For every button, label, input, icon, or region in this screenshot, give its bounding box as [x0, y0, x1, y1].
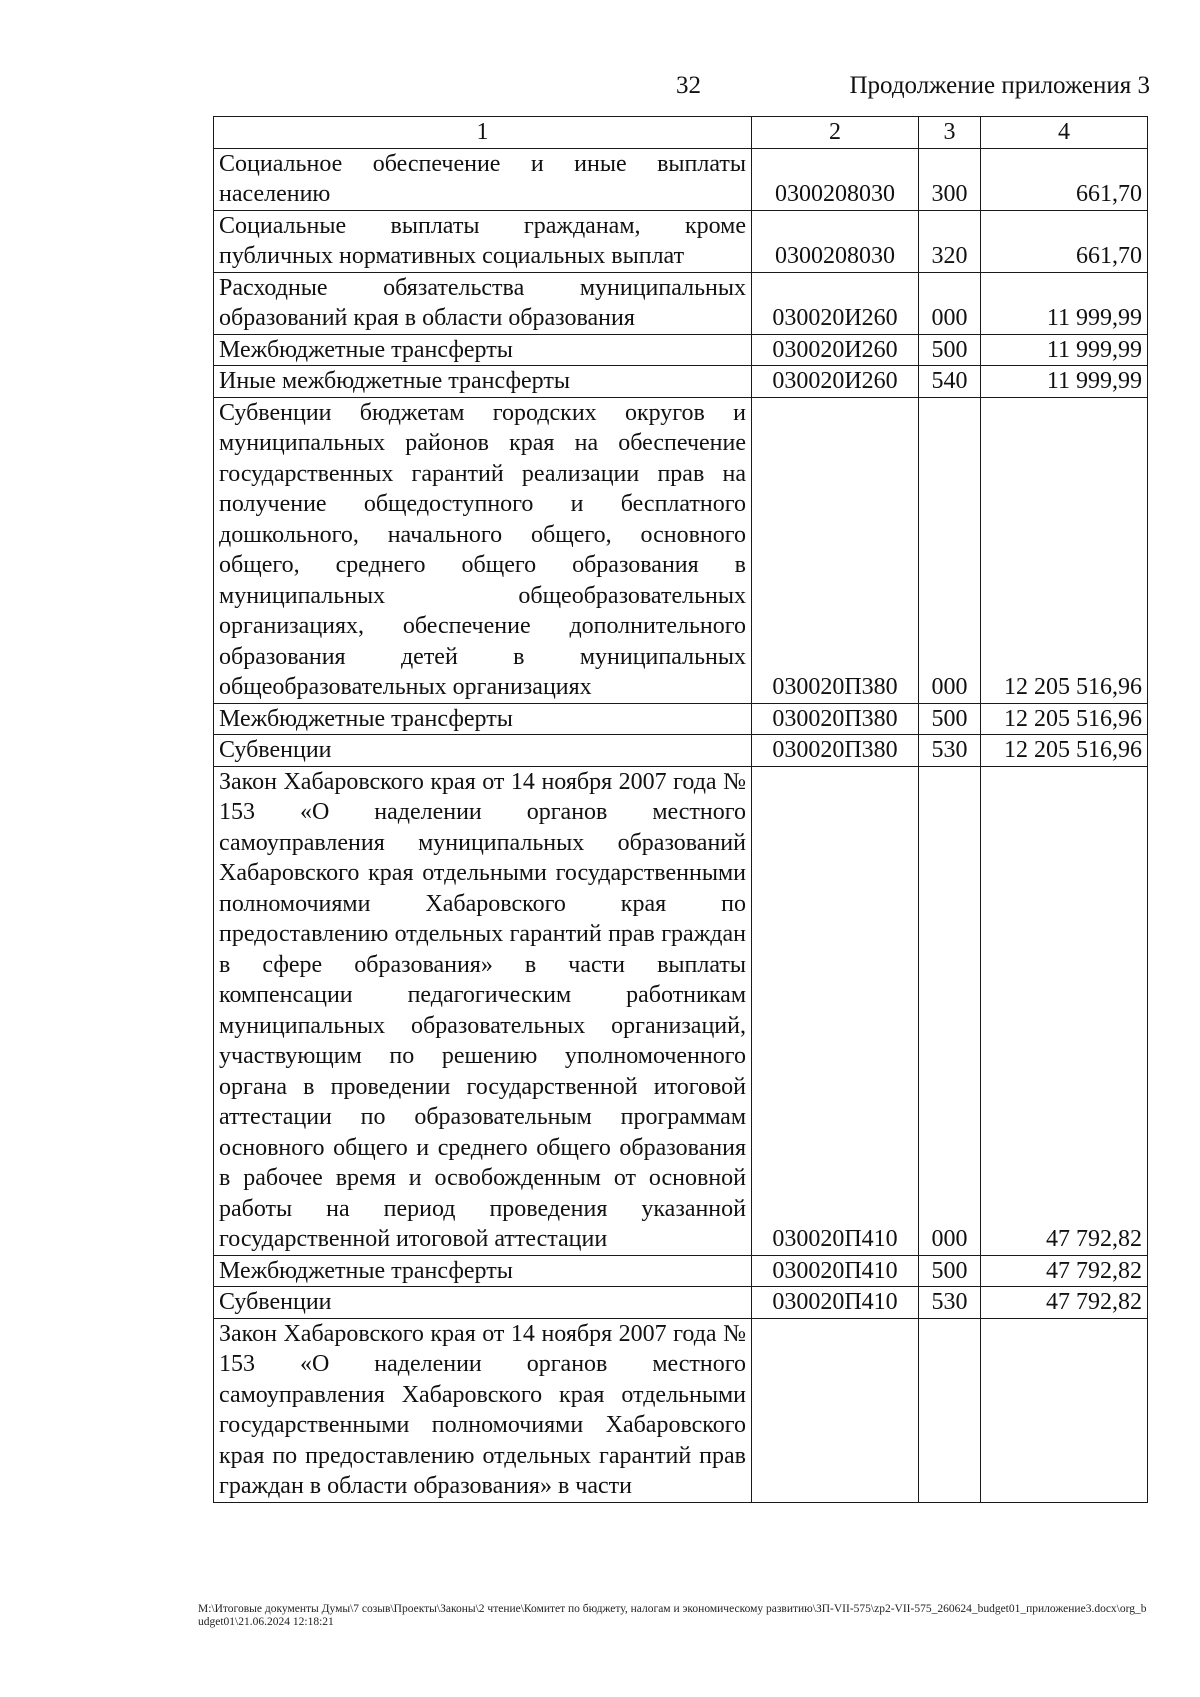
row-description-cell: Расходные обязательства муниципальных образований края в области образования — [214, 272, 752, 334]
row-description-cell: Закон Хабаровского края от 14 ноября 2007 года № 153 «О наделении органов местного самоуправления муниципальных образований Хабаровского края отдельными государственными полномочиями Хабаровского края по предоставлению отдельных гарантий прав граждан в сфере образования» в части выплаты компенсации педагогическим работникам муниципальных образовательных организаций, участвующим по решению уполномоченного органа в проведении государственной итоговой аттестации по образовательным программам основного общего и среднего общего образования в рабочее время и освобожденным от основной работы на период проведения указанной государственной итоговой аттестации — [214, 766, 752, 1255]
row-description-cell: Субвенции — [214, 735, 752, 767]
table-header-row — [214, 117, 1148, 149]
row-description-cell: Иные межбюджетные трансферты — [214, 366, 752, 398]
row-expense-type-cell: 530 — [919, 1287, 981, 1319]
row-expense-type-cell: 540 — [919, 366, 981, 398]
row-amount-cell: 11 999,99 — [981, 334, 1148, 366]
row-expense-type-cell: 000 — [919, 766, 981, 1255]
row-description-cell: Закон Хабаровского края от 14 ноября 2007 года № 153 «О наделении органов местного самоуправления Хабаровского края отдельными государственными полномочиями Хабаровского края по предоставлению отдельных гарантий прав граждан в области образования» в части — [214, 1318, 752, 1502]
row-target-code-cell: 030020П380 — [752, 397, 919, 703]
row-amount-cell: 661,70 — [981, 210, 1148, 272]
row-expense-type-cell: 500 — [919, 1255, 981, 1287]
table-row — [214, 1255, 1148, 1287]
row-amount-cell: 661,70 — [981, 148, 1148, 210]
row-amount-cell: 11 999,99 — [981, 366, 1148, 398]
table-row — [214, 766, 1148, 1255]
column-header-4: 4 — [981, 117, 1148, 149]
row-amount-cell — [981, 1318, 1148, 1502]
row-target-code-cell: 0300208030 — [752, 210, 919, 272]
document-file-path-footer: M:\Итоговые документы Думы\7 созыв\Проекты\Законы\2 чтение\Комитет по бюджету, налогам и экономическому развитию\ЗП-VII-575\zp2-VII-575_260624_budget01_приложение3.docx\org_budget01\21.06.2024 12:18:21 — [198, 1603, 1147, 1628]
row-description-cell: Социальное обеспечение и иные выплаты населению — [214, 148, 752, 210]
row-description-cell: Субвенции — [214, 1287, 752, 1319]
row-expense-type-cell: 000 — [919, 397, 981, 703]
table-row — [214, 397, 1148, 703]
table-row — [214, 272, 1148, 334]
row-target-code-cell: 030020И260 — [752, 272, 919, 334]
budget-table — [213, 116, 1148, 1503]
row-target-code-cell: 030020И260 — [752, 366, 919, 398]
column-header-1: 1 — [214, 117, 752, 149]
table-row — [214, 1287, 1148, 1319]
row-expense-type-cell: 500 — [919, 703, 981, 735]
row-expense-type-cell: 500 — [919, 334, 981, 366]
row-amount-cell: 12 205 516,96 — [981, 735, 1148, 767]
row-description-cell: Межбюджетные трансферты — [214, 334, 752, 366]
page-number: 32 — [676, 72, 701, 99]
table-row — [214, 1318, 1148, 1502]
row-description-cell: Межбюджетные трансферты — [214, 703, 752, 735]
column-header-2: 2 — [752, 117, 919, 149]
row-target-code-cell: 030020П380 — [752, 735, 919, 767]
table-row — [214, 735, 1148, 767]
row-expense-type-cell: 530 — [919, 735, 981, 767]
row-amount-cell: 47 792,82 — [981, 1287, 1148, 1319]
row-target-code-cell: 030020П410 — [752, 766, 919, 1255]
row-amount-cell: 47 792,82 — [981, 766, 1148, 1255]
row-expense-type-cell: 300 — [919, 148, 981, 210]
row-target-code-cell: 030020И260 — [752, 334, 919, 366]
row-target-code-cell: 030020П380 — [752, 703, 919, 735]
row-amount-cell: 11 999,99 — [981, 272, 1148, 334]
row-target-code-cell: 0300208030 — [752, 148, 919, 210]
row-expense-type-cell: 320 — [919, 210, 981, 272]
row-target-code-cell: 030020П410 — [752, 1287, 919, 1319]
column-header-3: 3 — [919, 117, 981, 149]
row-target-code-cell: 030020П410 — [752, 1255, 919, 1287]
row-expense-type-cell — [919, 1318, 981, 1502]
row-description-cell: Субвенции бюджетам городских округов и муниципальных районов края на обеспечение государственных гарантий реализации прав на получение общедоступного и бесплатного дошкольного, начального общего, основного общего, среднего общего образования в муниципальных общеобразовательных организациях, обеспечение дополнительного образования детей в муниципальных общеобразовательных организациях — [214, 397, 752, 703]
row-description-cell: Социальные выплаты гражданам, кроме публичных нормативных социальных выплат — [214, 210, 752, 272]
table-row — [214, 148, 1148, 210]
table-row — [214, 334, 1148, 366]
appendix-continuation-label: Продолжение приложения 3 — [849, 72, 1150, 99]
row-amount-cell: 47 792,82 — [981, 1255, 1148, 1287]
table-row — [214, 703, 1148, 735]
table-row — [214, 366, 1148, 398]
row-target-code-cell — [752, 1318, 919, 1502]
table-row — [214, 210, 1148, 272]
row-amount-cell: 12 205 516,96 — [981, 703, 1148, 735]
row-expense-type-cell: 000 — [919, 272, 981, 334]
row-description-cell: Межбюджетные трансферты — [214, 1255, 752, 1287]
row-amount-cell: 12 205 516,96 — [981, 397, 1148, 703]
